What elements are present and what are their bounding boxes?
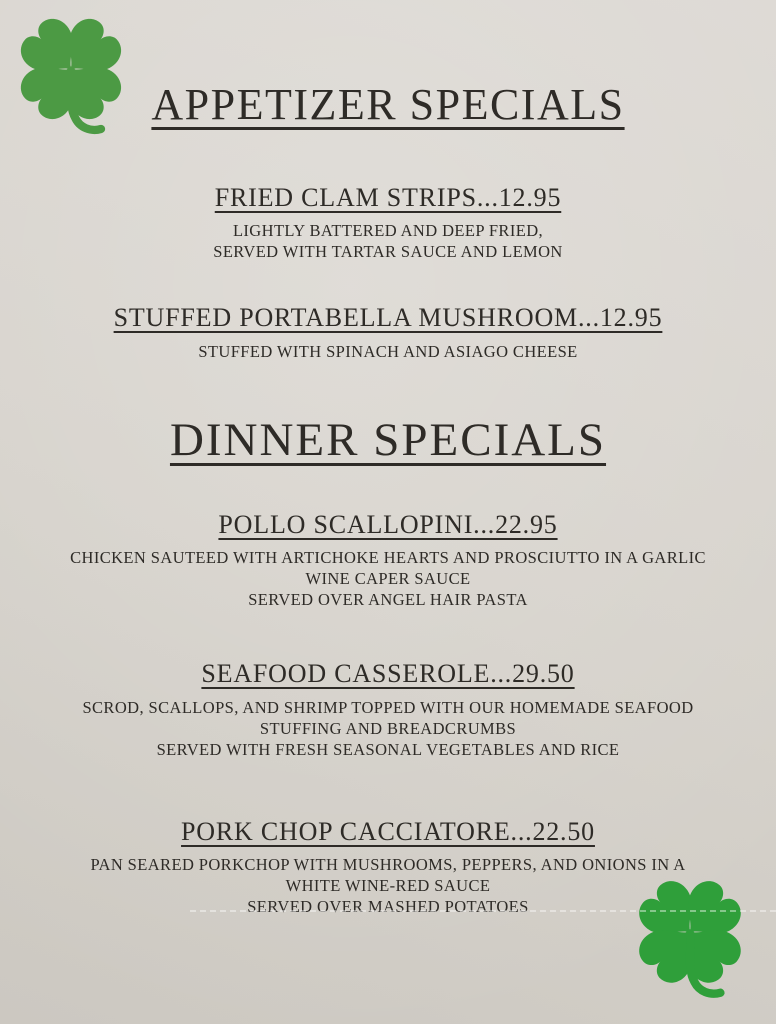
menu-item-description-line: PAN SEARED PORKCHOP WITH MUSHROOMS, PEPPERS, AND ONIONS IN A — [90, 855, 686, 875]
menu-item-name: PORK CHOP CACCIATORE...22.50 — [181, 816, 595, 846]
menu-item-description-line: STUFFING AND BREADCRUMBS — [259, 718, 517, 738]
menu-item-stuffed-portabella — [0, 304, 776, 361]
menu-item-description-line: SCROD, SCALLOPS, AND SHRIMP TOPPED WITH OUR HOMEMADE SEAFOOD — [82, 697, 694, 717]
menu-item-description-line: STUFFED WITH SPINACH AND ASIAGO CHEESE — [198, 341, 578, 361]
menu-item-seafood-casserole — [0, 660, 776, 759]
menu-item-description-line: SERVED WITH TARTAR SAUCE AND LEMON — [213, 242, 563, 262]
menu-item-pork-chop-cacciatore — [0, 818, 776, 917]
menu-item-description-line: CHICKEN SAUTEED WITH ARTICHOKE HEARTS AND PROSCIUTTO IN A GARLIC — [70, 548, 706, 568]
menu-item-name: SEAFOOD CASSEROLE...29.50 — [201, 659, 575, 689]
section-title-dinner-specials: DINNER SPECIALS — [169, 413, 607, 466]
menu-item-description-line: SERVED OVER MASHED POTATOES — [247, 897, 529, 917]
menu-item-description-line: WHITE WINE-RED SAUCE — [285, 876, 491, 896]
menu-item-description-line: LIGHTLY BATTERED AND DEEP FRIED, — [232, 221, 544, 241]
menu-section-dinner — [0, 413, 776, 917]
menu-item-pollo-scallopini — [0, 511, 776, 610]
menu-item-description-line: WINE CAPER SAUCE — [305, 569, 471, 589]
menu-item-description-line: SERVED OVER ANGEL HAIR PASTA — [248, 590, 528, 610]
menu-item-name: POLLO SCALLOPINI...22.95 — [218, 510, 558, 540]
paper-fold-crease — [190, 910, 776, 912]
menu-section-appetizers — [0, 82, 776, 362]
menu-item-name: STUFFED PORTABELLA MUSHROOM...12.95 — [113, 303, 663, 333]
menu-item-fried-clam-strips — [0, 184, 776, 262]
menu-item-description-line: SERVED WITH FRESH SEASONAL VEGETABLES AND RICE — [156, 739, 620, 759]
section-title-appetizer-specials: APPETIZER SPECIALS — [151, 80, 625, 129]
menu-item-name: FRIED CLAM STRIPS...12.95 — [214, 183, 562, 213]
